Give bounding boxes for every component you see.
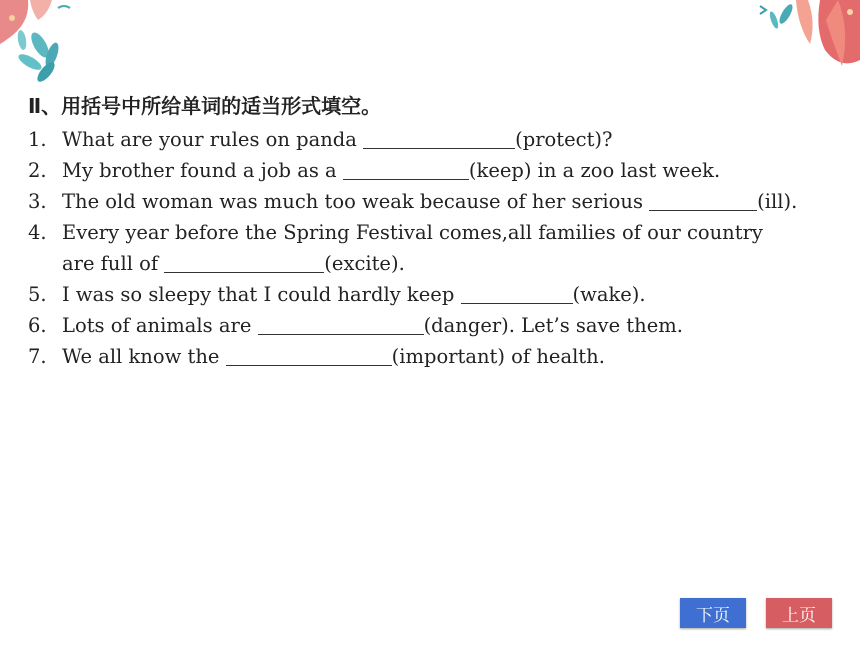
question-text: The old woman was much too weak because of her serious (62, 190, 650, 213)
question-2 (28, 155, 838, 186)
question-hint: (wake). (572, 283, 646, 306)
question-number: 2. (28, 159, 47, 182)
answer-blank[interactable] (649, 190, 757, 211)
question-hint: (danger). Let’s save them. (423, 314, 683, 337)
question-text: I was so sleepy that I could hardly keep (62, 283, 461, 306)
question-number: 7. (28, 345, 47, 368)
answer-blank[interactable] (226, 345, 392, 366)
exercise-section (28, 92, 838, 372)
question-1 (28, 124, 838, 155)
question-number: 1. (28, 128, 47, 151)
floral-decoration-left (0, 0, 110, 95)
next-page-button[interactable]: 下页 (680, 598, 746, 628)
question-text: Lots of animals are (62, 314, 258, 337)
answer-blank[interactable] (258, 314, 424, 335)
question-hint: (excite). (324, 252, 405, 275)
answer-blank[interactable] (363, 128, 515, 149)
question-4 (28, 217, 838, 248)
question-number: 6. (28, 314, 47, 337)
question-7 (28, 341, 838, 372)
answer-blank[interactable] (164, 252, 324, 273)
question-hint: (protect)? (515, 128, 613, 151)
question-number: 5. (28, 283, 47, 306)
floral-decoration-right (720, 0, 860, 75)
question-number: 3. (28, 190, 47, 213)
question-6 (28, 310, 838, 341)
question-text: What are your rules on panda (62, 128, 364, 151)
answer-blank[interactable] (343, 159, 469, 180)
question-text: are full of (62, 252, 165, 275)
question-5 (28, 279, 838, 310)
question-text: We all know the (62, 345, 226, 368)
question-hint: (ill). (757, 190, 798, 213)
question-hint: (important) of health. (391, 345, 605, 368)
question-text: Every year before the Spring Festival comes,all families of our country (62, 221, 763, 244)
question-hint: (keep) in a zoo last week. (468, 159, 721, 182)
question-3 (28, 186, 838, 217)
question-text: My brother found a job as a (62, 159, 343, 182)
answer-blank[interactable] (461, 283, 573, 304)
question-4-continued (28, 248, 838, 279)
previous-page-button[interactable]: 上页 (766, 598, 832, 628)
question-number: 4. (28, 221, 47, 244)
section-heading: Ⅱ、用括号中所给单词的适当形式填空。 (28, 94, 382, 118)
